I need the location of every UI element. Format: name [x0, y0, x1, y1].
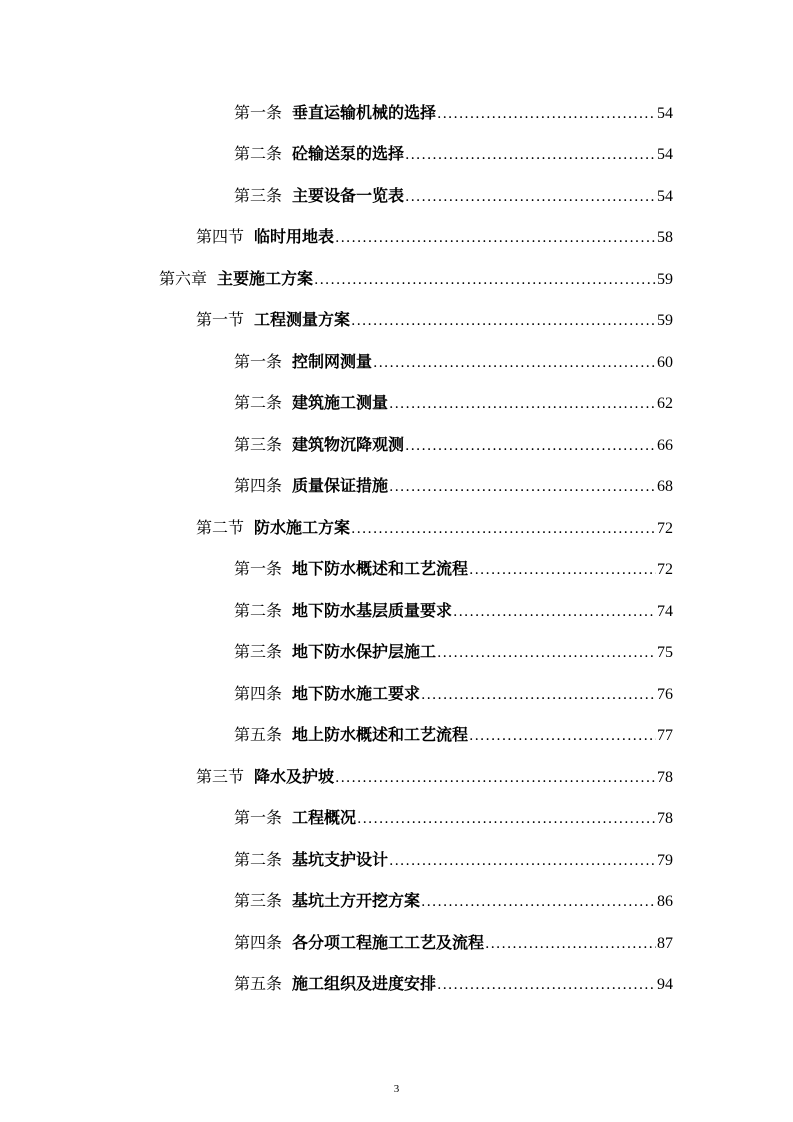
entry-title: 垂直运输机械的选择 — [292, 103, 437, 122]
entry-number: 第二条 — [234, 850, 283, 869]
toc-entry[interactable] — [234, 930, 673, 956]
entry-number: 第一节 — [196, 310, 245, 329]
entry-title: 基坑支护设计 — [292, 850, 389, 869]
entry-title: 地下防水施工要求 — [292, 684, 421, 703]
entry-title: 地下防水概述和工艺流程 — [292, 559, 469, 578]
dot-leader — [389, 391, 656, 417]
entry-number: 第二条 — [234, 144, 283, 163]
entry-number: 第三条 — [234, 435, 283, 454]
toc-entry[interactable] — [234, 390, 673, 416]
toc-entry[interactable] — [234, 183, 673, 209]
dot-leader — [389, 474, 656, 500]
entry-title: 防水施工方案 — [254, 518, 351, 537]
toc-entry[interactable] — [234, 349, 673, 375]
dot-leader — [405, 184, 656, 210]
entry-number: 第二条 — [234, 393, 283, 412]
entry-number: 第一条 — [234, 559, 283, 578]
dot-leader — [389, 848, 656, 874]
entry-page-number: 68 — [657, 478, 673, 495]
toc-entry[interactable] — [234, 971, 673, 997]
entry-page-number: 72 — [657, 520, 673, 537]
entry-title: 地上防水概述和工艺流程 — [292, 725, 469, 744]
dot-leader — [405, 433, 656, 459]
entry-page-number: 87 — [657, 935, 673, 952]
dot-leader — [437, 101, 656, 127]
entry-page-number: 75 — [657, 644, 673, 661]
toc-entry[interactable] — [196, 764, 673, 790]
dot-leader — [335, 225, 656, 251]
dot-leader — [351, 308, 656, 334]
entry-number: 第六章 — [159, 269, 208, 288]
entry-title: 主要施工方案 — [217, 269, 314, 288]
entry-page-number: 77 — [657, 727, 673, 744]
entry-title: 质量保证措施 — [292, 476, 389, 495]
entry-title: 建筑施工测量 — [292, 393, 389, 412]
entry-number: 第四条 — [234, 684, 283, 703]
entry-title: 主要设备一览表 — [292, 186, 405, 205]
entry-page-number: 54 — [657, 146, 673, 163]
entry-page-number: 74 — [657, 603, 673, 620]
dot-leader — [437, 640, 656, 666]
toc-entry[interactable] — [234, 141, 673, 167]
dot-leader — [357, 806, 656, 832]
entry-number: 第一条 — [234, 352, 283, 371]
entry-title: 临时用地表 — [254, 227, 335, 246]
entry-number: 第二条 — [234, 601, 283, 620]
entry-title: 砼输送泵的选择 — [292, 144, 405, 163]
entry-page-number: 86 — [657, 893, 673, 910]
toc-entry[interactable] — [234, 888, 673, 914]
toc-entry[interactable] — [234, 722, 673, 748]
toc-entry[interactable] — [234, 100, 673, 126]
entry-number: 第四条 — [234, 476, 283, 495]
entry-title: 工程概况 — [292, 808, 357, 827]
entry-title: 建筑物沉降观测 — [292, 435, 405, 454]
entry-title: 降水及护坡 — [254, 767, 335, 786]
entry-page-number: 76 — [657, 686, 673, 703]
entry-number: 第三节 — [196, 767, 245, 786]
entry-number: 第一条 — [234, 808, 283, 827]
entry-page-number: 59 — [657, 271, 673, 288]
page-footer-number: 3 — [393, 1083, 400, 1095]
entry-title: 地下防水基层质量要求 — [292, 601, 453, 620]
entry-number: 第三条 — [234, 642, 283, 661]
entry-page-number: 54 — [657, 105, 673, 122]
entry-number: 第四条 — [234, 933, 283, 952]
entry-page-number: 66 — [657, 437, 673, 454]
entry-page-number: 78 — [657, 769, 673, 786]
entry-number: 第五条 — [234, 974, 283, 993]
entry-title: 工程测量方案 — [254, 310, 351, 329]
dot-leader — [421, 682, 656, 708]
toc-entry[interactable] — [234, 847, 673, 873]
entry-number: 第一条 — [234, 103, 283, 122]
entry-number: 第二节 — [196, 518, 245, 537]
toc-entry[interactable] — [234, 805, 673, 831]
entry-title: 控制网测量 — [292, 352, 373, 371]
dot-leader — [314, 267, 656, 293]
entry-title: 施工组织及进度安排 — [292, 974, 437, 993]
entry-page-number: 60 — [657, 354, 673, 371]
toc-entry[interactable] — [234, 681, 673, 707]
dot-leader — [405, 142, 656, 168]
dot-leader — [421, 889, 656, 915]
entry-page-number: 94 — [657, 976, 673, 993]
toc-entry[interactable] — [159, 266, 673, 292]
entry-title: 地下防水保护层施工 — [292, 642, 437, 661]
entry-page-number: 79 — [657, 852, 673, 869]
dot-leader — [335, 765, 656, 791]
dot-leader — [469, 557, 656, 583]
entry-page-number: 59 — [657, 312, 673, 329]
toc-entry[interactable] — [234, 473, 673, 499]
toc-entry[interactable] — [234, 598, 673, 624]
entry-number: 第三条 — [234, 891, 283, 910]
entry-title: 各分项工程施工工艺及流程 — [292, 933, 485, 952]
dot-leader — [453, 599, 656, 625]
entry-page-number: 58 — [657, 229, 673, 246]
dot-leader — [469, 723, 656, 749]
entry-title: 基坑土方开挖方案 — [292, 891, 421, 910]
entry-number: 第五条 — [234, 725, 283, 744]
dot-leader — [373, 350, 656, 376]
dot-leader — [485, 931, 656, 957]
entry-number: 第四节 — [196, 227, 245, 246]
entry-page-number: 72 — [657, 561, 673, 578]
toc-entry[interactable] — [196, 307, 673, 333]
toc-entry[interactable] — [234, 432, 673, 458]
entry-page-number: 54 — [657, 188, 673, 205]
toc-entry[interactable] — [234, 556, 673, 582]
dot-leader — [351, 516, 656, 542]
entry-page-number: 78 — [657, 810, 673, 827]
toc-entry[interactable] — [196, 515, 673, 541]
entry-number: 第三条 — [234, 186, 283, 205]
toc-entry[interactable] — [196, 224, 673, 250]
entry-page-number: 62 — [657, 395, 673, 412]
dot-leader — [437, 972, 656, 998]
toc-entry[interactable] — [234, 639, 673, 665]
